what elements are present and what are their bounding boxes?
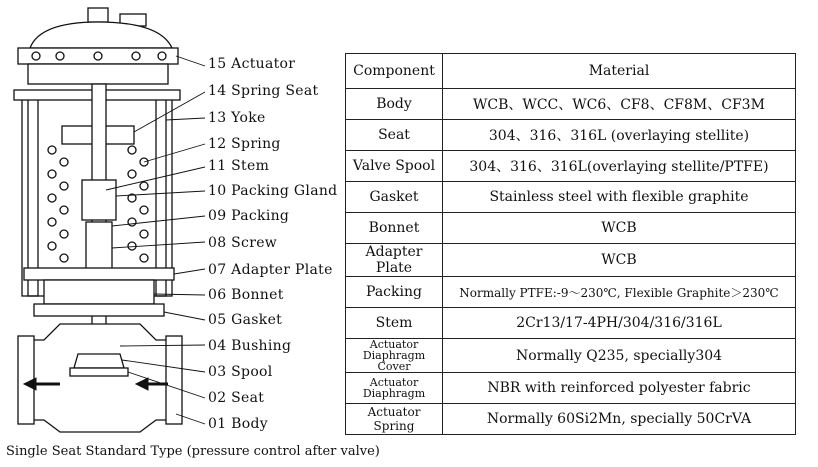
material-cell: WCB — [443, 244, 796, 277]
label-actuator: 15 Actuator — [208, 56, 296, 72]
material-cell: 304、316、316L (overlaying stellite) — [443, 120, 796, 151]
table-row — [346, 89, 796, 120]
table-row — [346, 151, 796, 182]
label-spool: 03 Spool — [208, 364, 273, 380]
table-row — [346, 373, 796, 404]
label-gasket: 05 Gasket — [208, 312, 283, 328]
label-packing: 09 Packing — [208, 208, 290, 224]
actuator-top-nut — [88, 8, 108, 22]
label-bushing: 04 Bushing — [208, 338, 292, 354]
label-bonnet: 06 Bonnet — [208, 287, 284, 303]
header-component: Component — [346, 54, 443, 89]
material-cell: NBR with reinforced polyester fabric — [443, 373, 796, 404]
label-adapter-plate: 07 Adapter Plate — [208, 262, 333, 278]
table-row — [346, 120, 796, 151]
header-material: Material — [443, 54, 796, 89]
component-cell: Actuator Diaphragm Cover — [346, 339, 443, 373]
seat — [70, 368, 128, 376]
label-spring-seat: 14 Spring Seat — [208, 83, 319, 99]
actuator-dome — [30, 22, 172, 48]
material-cell: Normally Q235, specially304 — [443, 339, 796, 373]
adapter-plate — [24, 268, 174, 280]
material-cell: Stainless steel with flexible graphite — [443, 182, 796, 213]
table-row — [346, 213, 796, 244]
component-cell: Actuator Spring — [346, 404, 443, 435]
table-row — [346, 404, 796, 435]
actuator-flange — [18, 48, 178, 64]
table-row — [346, 182, 796, 213]
label-screw: 08 Screw — [208, 235, 278, 251]
table-row — [346, 339, 796, 373]
component-cell: Actuator Diaphragm — [346, 373, 443, 404]
label-yoke: 13 Yoke — [208, 110, 266, 126]
material-cell: Normally PTFE:-9～230℃, Flexible Graphite＞230℃ — [443, 277, 796, 308]
table-row — [346, 277, 796, 308]
material-cell: 304、316、316L(overlaying stellite/PTFE) — [443, 151, 796, 182]
material-table — [345, 53, 796, 435]
table-header-row — [346, 54, 796, 89]
material-cell: WCB — [443, 213, 796, 244]
table-row — [346, 308, 796, 339]
table-row — [346, 244, 796, 277]
packing-gland — [82, 180, 116, 220]
figure-caption: Single Seat Standard Type (pressure control after valve) — [6, 444, 380, 459]
component-cell: Gasket — [346, 182, 443, 213]
spool — [74, 354, 124, 368]
component-cell: Body — [346, 89, 443, 120]
component-cell: Adapter Plate — [346, 244, 443, 277]
material-cell: 2Cr13/17-4PH/304/316/316L — [443, 308, 796, 339]
label-body: 01 Body — [208, 416, 268, 432]
component-cell: Stem — [346, 308, 443, 339]
component-cell: Bonnet — [346, 213, 443, 244]
component-cell: Seat — [346, 120, 443, 151]
material-cell: Normally 60Si2Mn, specially 50CrVA — [443, 404, 796, 435]
valve-body — [20, 324, 178, 432]
label-packing-gland: 10 Packing Gland — [208, 183, 338, 199]
label-spring: 12 Spring — [208, 136, 281, 152]
component-cell: Valve Spool — [346, 151, 443, 182]
material-cell: WCB、WCC、WC6、CF8、CF8M、CF3M — [443, 89, 796, 120]
label-seat: 02 Seat — [208, 390, 265, 406]
label-stem: 11 Stem — [208, 158, 270, 174]
bonnet — [44, 280, 154, 304]
component-cell: Packing — [346, 277, 443, 308]
